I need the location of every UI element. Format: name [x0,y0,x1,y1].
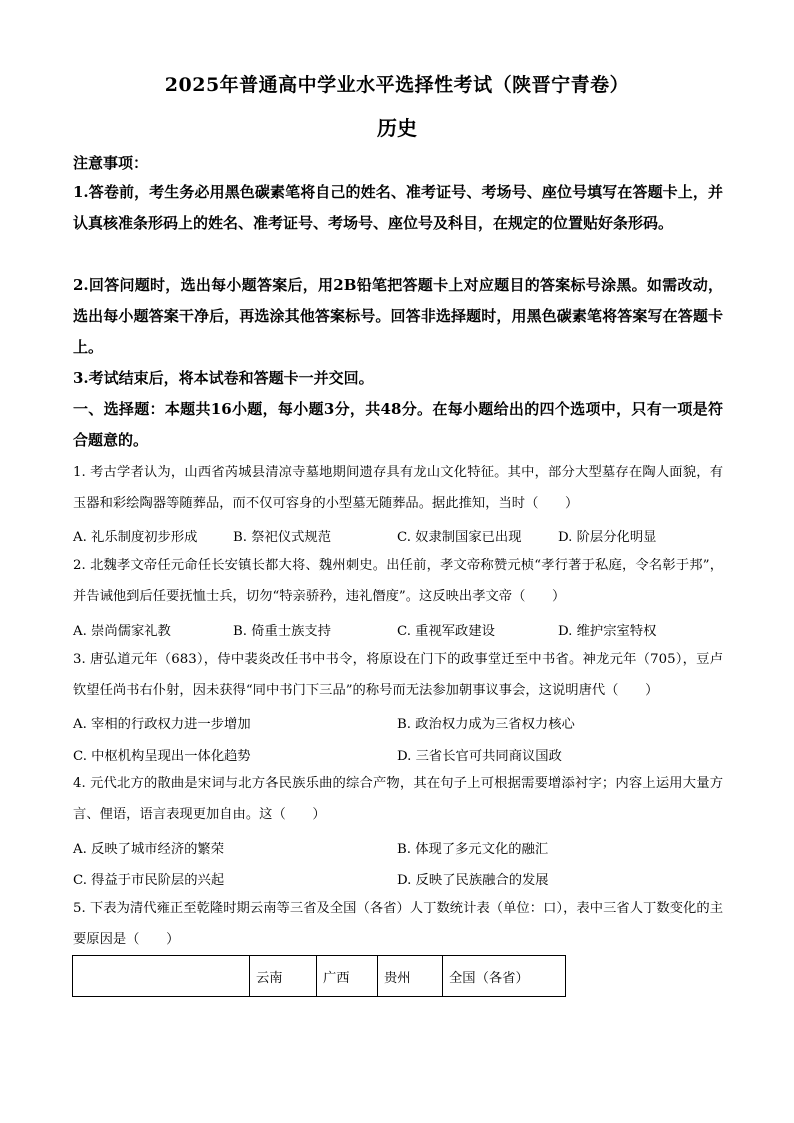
population-table [72,955,566,997]
table-header-row [73,956,566,997]
question-4-option-a: A. 反映了城市经济的繁荣 [73,842,225,857]
question-2-option-b: B. 倚重士族支持 [233,624,332,639]
question-3-option-c: C. 中枢机构呈现出一体化趋势 [73,749,251,764]
question-4-option-d: D. 反映了民族融合的发展 [397,873,549,888]
question-3-option-a: A. 宰相的行政权力进一步增加 [73,717,251,732]
question-1-option-a: A. 礼乐制度初步形成 [73,530,198,545]
question-2-stem: 2. 北魏孝文帝任元命任长安镇长都大将、魏州刺史。出任前，孝文帝称赞元桢“孝行著于私庭，令名彰于邦”，并告诫他到后任要抚恤士兵，切勿“特亲骄矜，违礼僭度”。这反映出孝文帝（ ） [73,558,723,604]
question-4-option-c: C. 得益于市民阶层的兴起 [73,873,225,888]
question-4-stem: 4. 元代北方的散曲是宋词与北方各民族乐曲的综合产物，其在句子上可根据需要增添衬字；内容上运用大量方言、俚语，语言表现更加自由。这（ ） [73,776,723,822]
question-1-stem: 1. 考古学者认为，山西省芮城县清凉寺墓地期间遗存具有龙山文化特征。其中，部分大型墓存在陶人面貌，有玉器和彩绘陶器等随葬品，而不仅可容身的小型墓无随葬品。据此推知，当时（ ） [73,465,723,511]
table-header-cell: 贵州 [378,956,443,997]
section-heading: 一、选择题：本题共16小题，每小题3分，共48分。在每小题给出的四个选项中，只有一项是符合题意的。 [73,400,723,449]
table-header-cell [73,956,250,997]
note-item-2: 2.回答问题时，选出每小题答案后，用2B铅笔把答题卡上对应题目的答案标号涂黑。如需改动，选出每小题答案干净后，再选涂其他答案标号。回答非选择题时，用黑色碳素笔将答案写在答题卡上。 [73,276,723,356]
exam-title: 2025年普通高中学业水平选择性考试（陕晋宁青卷） [164,74,630,96]
question-3-stem: 3. 唐弘道元年（683），侍中裴炎改任书中书令，将原设在门下的政事堂迁至中书省。神龙元年（705），豆卢钦望任尚书右仆射，因未获得“同中书门下三品”的称号而无法参加朝事议事会，这说明唐代（ ） [73,652,723,698]
question-3-option-d: D. 三省长官可共同商议国政 [397,749,562,764]
question-2-option-c: C. 重视军政建设 [397,624,495,639]
question-1-option-b: B. 祭祀仪式规范 [233,530,332,545]
question-1-option-d: D. 阶层分化明显 [558,530,657,545]
question-2-option-a: A. 崇尚儒家礼教 [73,624,171,639]
question-2-option-d: D. 维护宗室特权 [558,624,657,639]
question-1-option-c: C. 奴隶制国家已出现 [397,530,522,545]
question-5-stem: 5. 下表为清代雍正至乾隆时期云南等三省及全国（各省）人丁数统计表（单位：口），表中三省人丁数变化的主要原因是（ ） [73,901,723,947]
note-item-1: 1.答卷前，考生务必用黑色碳素笔将自己的姓名、准考证号、考场号、座位号填写在答题卡上，并认真核准条形码上的姓名、准考证号、考场号、座位号及科目，在规定的位置贴好条形码。 [73,183,723,232]
subject-title: 历史 [377,116,417,140]
notes-heading: 注意事项： [73,154,149,172]
question-4-option-b: B. 体现了多元文化的融汇 [397,842,549,857]
table-header-cell: 云南 [250,956,317,997]
table-header-cell: 广西 [317,956,378,997]
note-item-3: 3.考试结束后，将本试卷和答题卡一并交回。 [73,369,374,387]
table-header-cell: 全国（各省） [443,956,566,997]
question-3-option-b: B. 政治权力成为三省权力核心 [397,717,575,732]
